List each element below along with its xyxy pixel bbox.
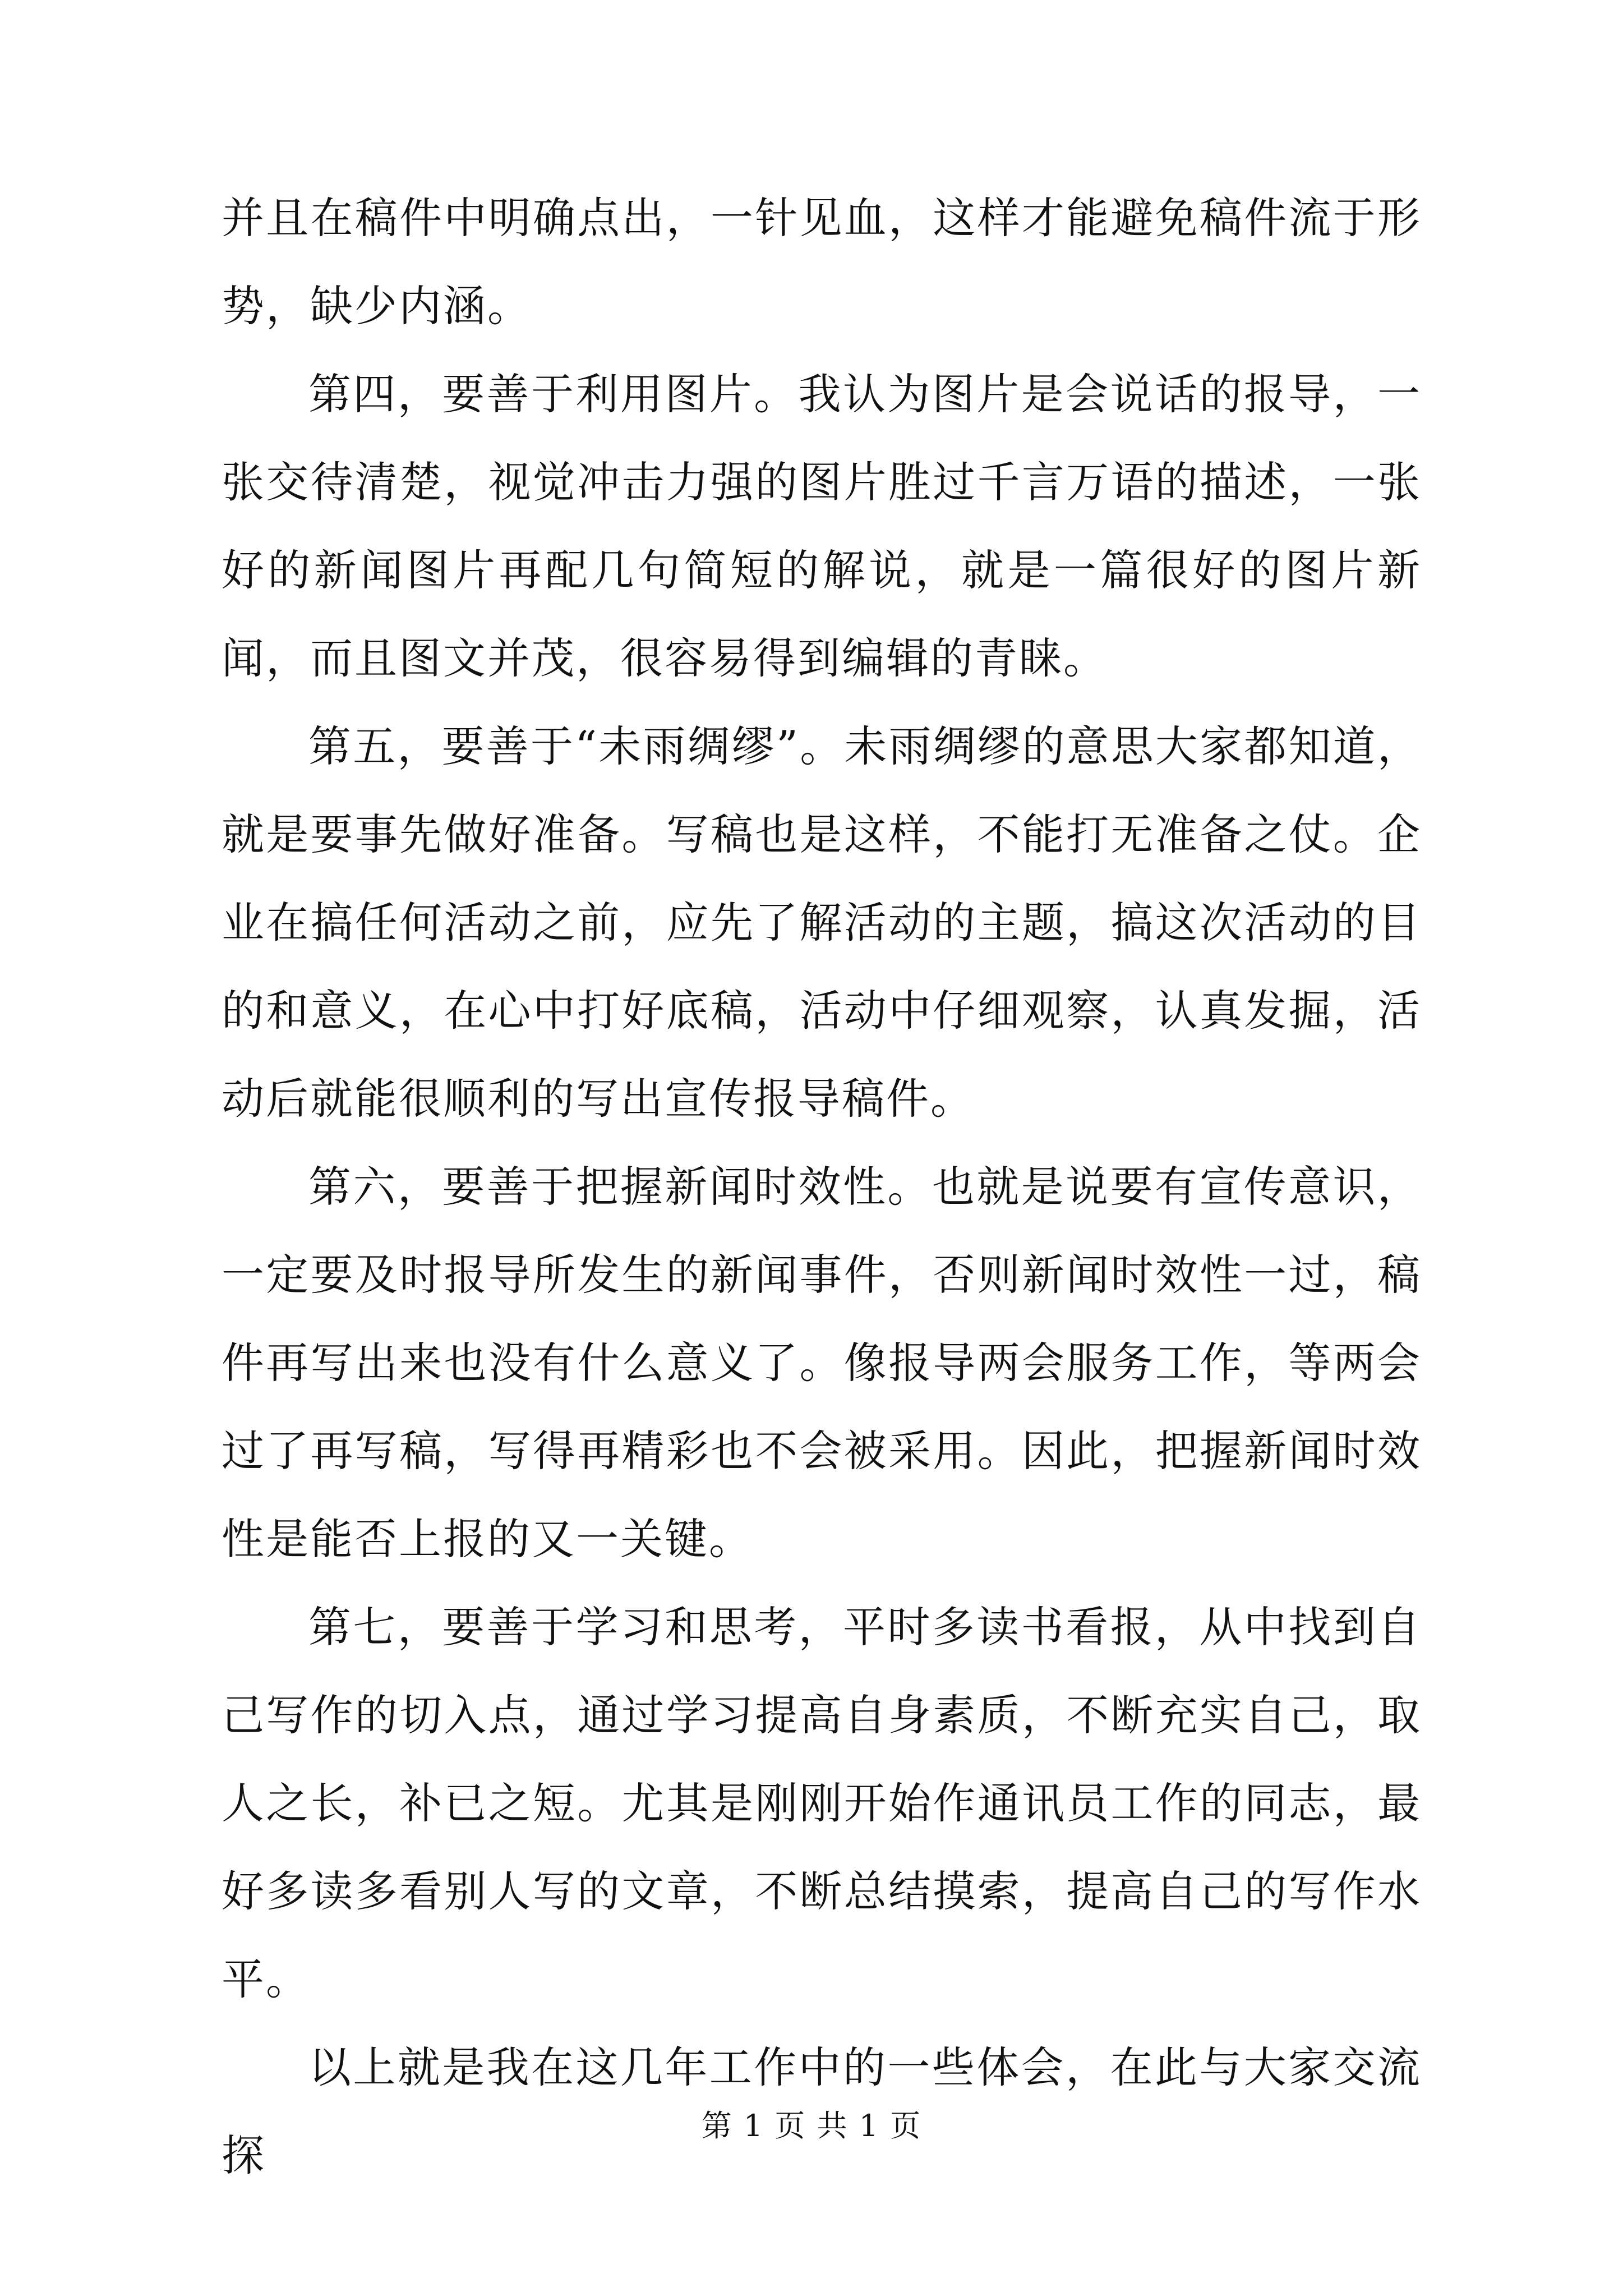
paragraph-4: 第六，要善于把握新闻时效性。也就是说要有宣传意识，一定要及时报导所发生的新闻事件，否则新闻时效性一过，稿件再写出来也没有什么意义了。像报导两会服务工作，等两会过了再写稿，写得再精彩也不会被采用。因此，把握新闻时效性是能否上报的又一关键。: [222, 1162, 1422, 1564]
paragraph-6: 以上就是我在这几年工作中的一些体会，在此与大家交流探: [222, 2042, 1422, 2180]
document-body: [222, 174, 1422, 2200]
page-footer: 第 1 页 共 1 页: [701, 2108, 922, 2143]
paragraph-2: 第四，要善于利用图片。我认为图片是会说话的报导，一张交待清楚，视觉冲击力强的图片胜过千言万语的描述，一张好的新闻图片再配几句简短的解说，就是一篇很好的图片新闻，而且图文并茂，很容易得到编辑的青睐。: [222, 369, 1422, 683]
paragraph-1: 并且在稿件中明确点出，一针见血，这样才能避免稿件流于形势，缺少内涵。: [222, 193, 1422, 331]
paragraph-5: 第七，要善于学习和思考，平时多读书看报，从中找到自己写作的切入点，通过学习提高自身素质，不断充实自己，取人之长，补已之短。尤其是刚刚开始作通讯员工作的同志，最好多读多看别人写的文章，不断总结摸索，提高自己的写作水平。: [222, 1602, 1422, 2004]
paragraph-3: 第五，要善于“未雨绸缪”。未雨绸缪的意思大家都知道，就是要事先做好准备。写稿也是这样，不能打无准备之仗。企业在搞任何活动之前，应先了解活动的主题，搞这次活动的目的和意义，在心中打好底稿，活动中仔细观察，认真发掘，活动后就能很顺利的写出宣传报导稿件。: [222, 721, 1422, 1124]
